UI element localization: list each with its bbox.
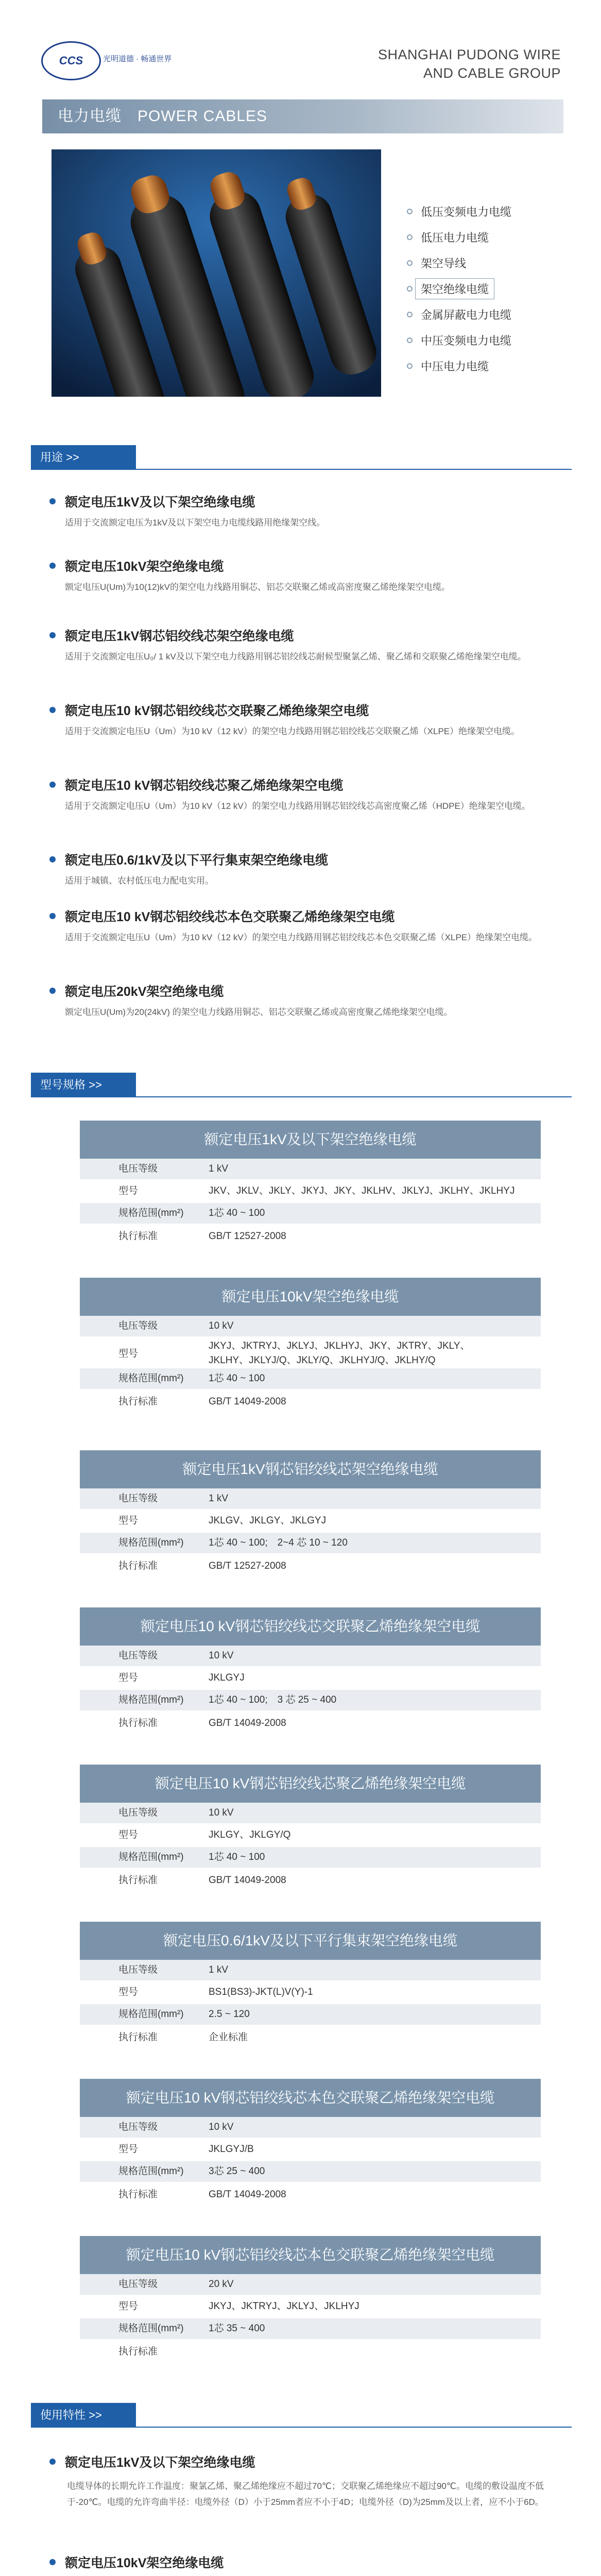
usage-item-title: 额定电压1kV及以下架空绝缘电缆	[65, 495, 255, 510]
spec-value: 10 kV	[209, 2122, 234, 2132]
usage-item	[49, 492, 570, 530]
bullet-dot-icon	[49, 782, 56, 788]
spec-table	[80, 2236, 541, 2365]
usage-item-desc: 适用于交流额定电压为1kV及以下架空电力电缆线路用绝缘架空线。	[65, 518, 325, 528]
spec-value	[198, 1337, 541, 1368]
spec-value: 20 kV	[209, 2279, 234, 2290]
spec-value-line: JKLHY、JKLYJ/Q、JKLY/Q、JKLHYJ/Q、JKLHY/Q	[209, 1354, 436, 1366]
spec-value: 企业标准	[209, 2032, 248, 2043]
logo-slogan: 光明道德 · 畅通世界	[103, 55, 172, 63]
spec-table	[80, 1607, 541, 1736]
spec-table-title: 额定电压10 kV钢芯铝绞线芯本色交联聚乙烯绝缘架空电缆	[80, 2079, 541, 2117]
spec-row-model	[80, 1336, 541, 1368]
spec-label: 执行标准	[118, 1875, 158, 1886]
spec-value: 1 kV	[209, 1163, 229, 1174]
spec-label: 规格范围(mm²)	[118, 2323, 184, 2334]
spec-label: 规格范围(mm²)	[118, 1537, 184, 1548]
bullet-dot-icon	[49, 632, 56, 638]
usage-item-title: 额定电压10kV架空绝缘电缆	[65, 560, 224, 574]
spec-table-title: 额定电压10kV架空绝缘电缆	[80, 1278, 541, 1316]
cable-illustration	[51, 149, 381, 397]
spec-row-standard	[80, 1224, 541, 1249]
spec-label: 执行标准	[118, 2189, 158, 2200]
bullet-circle-icon	[407, 312, 413, 317]
company-logo	[41, 41, 101, 80]
spec-table	[80, 1765, 541, 1893]
spec-value: GB/T 12527-2008	[209, 1231, 286, 1242]
spec-row-range	[80, 2318, 541, 2339]
usage-item	[49, 556, 570, 595]
spec-label: 规格范围(mm²)	[118, 1373, 184, 1384]
spec-label: 规格范围(mm²)	[118, 2166, 184, 2177]
spec-row-standard	[80, 2339, 541, 2365]
spec-value: 3芯 25 ~ 400	[209, 2166, 265, 2177]
spec-row-standard	[80, 1553, 541, 1579]
spec-value: JKV、JKLV、JKLY、JKYJ、JKY、JKLHV、JKLYJ、JKLHY、JKLHYJ	[209, 1185, 515, 1196]
feature-item-desc: 电缆导体的长期允许工作温度：聚氯乙烯、聚乙烯绝缘应不超过70℃；交联聚乙烯绝缘应不超过90℃。电缆的敷设温度不低于-20℃。电缆的允许弯曲半径：电缆外径（D）小于25mm者应不小于4D；电缆外径（D)为25mm及以上者，应不小于6D。	[67, 2481, 544, 2507]
usage-item	[49, 701, 570, 739]
spec-row-voltage	[80, 1159, 541, 1179]
spec-row-voltage	[80, 1316, 541, 1336]
usage-item-desc: 额定电压U(Um)为10(12)kV的架空电力线路用铜芯、铝芯交联聚乙烯或高密度聚乙烯绝缘架空电缆。	[65, 582, 451, 592]
spec-row-model	[80, 1509, 541, 1533]
menu-item-lv-power-cable[interactable]: 低压电力电缆	[407, 224, 561, 250]
section-divider	[31, 2427, 572, 2428]
spec-row-range	[80, 1203, 541, 1224]
spec-label: 电压等级	[118, 2279, 158, 2290]
spec-value: JKLGY、JKLGY/Q	[209, 1829, 291, 1840]
spec-value-line: JKYJ、JKTRYJ、JKLYJ、JKLHYJ、JKY、JKTRY、JKLY、	[209, 1340, 470, 1351]
spec-row-standard	[80, 1868, 541, 1893]
usage-item-title: 额定电压1kV钢芯铝绞线芯架空绝缘电缆	[65, 629, 294, 643]
company-name	[378, 45, 561, 82]
spec-table	[80, 1450, 541, 1579]
spec-label: 电压等级	[118, 1650, 158, 1661]
spec-row-voltage	[80, 2274, 541, 2295]
spec-label: 执行标准	[118, 1718, 158, 1728]
bullet-circle-icon	[407, 260, 413, 266]
spec-value: JKLGV、JKLGY、JKLGYJ	[209, 1515, 327, 1526]
spec-label: 型号	[118, 2301, 139, 2312]
category-title: 电力电缆 POWER CABLES	[58, 108, 268, 125]
usage-item-desc: 适用于交流额定电压U₀/ 1 kV及以下架空电力线路用钢芯铝绞线芯耐候型聚氯乙烯、聚乙烯和交联聚乙烯绝缘架空电缆。	[65, 652, 526, 662]
spec-table-title: 额定电压1kV钢芯铝绞线芯架空绝缘电缆	[80, 1450, 541, 1488]
spec-value: 2.5 ~ 120	[209, 2009, 250, 2020]
cable-product-image	[51, 149, 381, 397]
spec-table	[80, 1121, 541, 1249]
feature-item-title: 额定电压1kV及以下架空绝缘电缆	[65, 2455, 255, 2470]
spec-row-standard	[80, 2025, 541, 2050]
spec-row-model	[80, 2295, 541, 2318]
menu-item-mv-vfd-cable[interactable]: 中压变频电力电缆	[407, 327, 561, 353]
spec-label: 型号	[118, 1348, 139, 1359]
spec-value: 1 kV	[209, 1964, 229, 1975]
menu-item-overhead-conductor[interactable]: 架空导线	[407, 250, 561, 276]
spec-label: 执行标准	[118, 1231, 158, 1242]
usage-item-title: 额定电压10 kV钢芯铝绞线芯本色交联聚乙烯绝缘架空电缆	[65, 910, 395, 924]
bullet-dot-icon	[49, 2459, 56, 2465]
spec-row-standard	[80, 1710, 541, 1736]
spec-value: 10 kV	[209, 1650, 234, 1661]
bullet-circle-icon	[407, 363, 413, 369]
spec-value: BS1(BS3)-JKT(L)V(Y)-1	[209, 1987, 313, 1997]
spec-row-model	[80, 1179, 541, 1203]
spec-label: 执行标准	[118, 2032, 158, 2043]
menu-item-metal-shielded-cable[interactable]: 金属屏蔽电力电缆	[407, 301, 561, 327]
spec-label: 型号	[118, 1515, 139, 1526]
spec-row-voltage	[80, 1488, 541, 1509]
usage-item	[49, 626, 570, 664]
bullet-dot-icon	[49, 913, 56, 919]
spec-label: 型号	[118, 2144, 139, 2155]
usage-item	[49, 775, 570, 814]
spec-label: 电压等级	[118, 1493, 158, 1504]
spec-label: 规格范围(mm²)	[118, 1852, 184, 1862]
bullet-circle-icon	[407, 337, 413, 343]
spec-row-standard	[80, 2182, 541, 2208]
spec-label: 电压等级	[118, 1163, 158, 1174]
section-tab-models: 型号规格 >>	[31, 1073, 136, 1097]
spec-label: 规格范围(mm²)	[118, 2009, 184, 2020]
section-tab-usage: 用途 >>	[31, 445, 136, 470]
spec-row-voltage	[80, 2117, 541, 2138]
usage-item	[49, 850, 570, 888]
spec-value: 1芯 40 ~ 100; 3 芯 25 ~ 400	[209, 1694, 337, 1705]
usage-item	[49, 907, 570, 945]
spec-value: 10 kV	[209, 1807, 234, 1818]
bullet-circle-icon	[407, 286, 413, 292]
usage-item-desc: 适用于交流额定电压U（Um）为10 kV（12 kV）的架空电力线路用钢芯铝绞线芯交联聚乙烯（XLPE）绝缘架空电缆。	[65, 726, 520, 736]
spec-label: 执行标准	[118, 1561, 158, 1571]
company-name-line1: SHANGHAI PUDONG WIRE	[377, 47, 561, 62]
spec-label: 规格范围(mm²)	[118, 1208, 184, 1218]
spec-row-range	[80, 2004, 541, 2025]
usage-item-title: 额定电压0.6/1kV及以下平行集束架空绝缘电缆	[65, 853, 329, 868]
spec-table-title: 额定电压10 kV钢芯铝绞线芯聚乙烯绝缘架空电缆	[80, 1765, 541, 1803]
section-divider	[31, 469, 572, 470]
bullet-dot-icon	[49, 856, 56, 862]
feature-item	[49, 2553, 570, 2576]
bullet-circle-icon	[407, 209, 413, 214]
spec-table	[80, 1278, 541, 1415]
usage-item-desc: 适用于交流额定电压U（Um）为10 kV（12 kV）的架空电力线路用钢芯铝绞线芯高密度聚乙烯（HDPE）绝缘架空电缆。	[65, 801, 530, 811]
usage-item-title: 额定电压10 kV钢芯铝绞线芯交联聚乙烯绝缘架空电缆	[65, 704, 369, 718]
spec-row-model	[80, 2138, 541, 2161]
bullet-dot-icon	[49, 707, 56, 713]
spec-label: 电压等级	[118, 2122, 158, 2132]
menu-item-overhead-insulated-cable[interactable]: 架空绝缘电缆	[407, 276, 561, 301]
spec-table-title: 额定电压1kV及以下架空绝缘电缆	[80, 1121, 541, 1159]
spec-row-model	[80, 1823, 541, 1847]
usage-item-title: 额定电压10 kV钢芯铝绞线芯聚乙烯绝缘架空电缆	[65, 778, 344, 793]
category-title-band	[42, 99, 563, 133]
spec-table	[80, 2079, 541, 2208]
feature-item-title: 额定电压10kV架空绝缘电缆	[65, 2556, 224, 2570]
spec-label: 电压等级	[118, 1964, 158, 1975]
spec-row-range	[80, 2161, 541, 2182]
logo-text: CCS	[59, 54, 83, 67]
spec-value: 1芯 35 ~ 400	[209, 2323, 265, 2334]
bullet-dot-icon	[49, 2559, 56, 2565]
spec-value: 1芯 40 ~ 100	[209, 1373, 265, 1384]
spec-label: 执行标准	[118, 2346, 158, 2357]
spec-label: 规格范围(mm²)	[118, 1694, 184, 1705]
feature-item	[49, 2452, 570, 2510]
section-tab-features: 使用特性 >>	[31, 2403, 136, 2428]
spec-label: 电压等级	[118, 1320, 158, 1331]
spec-value: 1芯 40 ~ 100	[209, 1208, 265, 1218]
bullet-dot-icon	[49, 988, 56, 994]
spec-value: JKYJ、JKTRYJ、JKLYJ、JKLHYJ	[209, 2301, 359, 2312]
spec-label: 型号	[118, 1672, 139, 1683]
spec-row-model	[80, 1980, 541, 2004]
spec-label: 电压等级	[118, 1807, 158, 1818]
spec-table-title: 额定电压10 kV钢芯铝绞线芯本色交联聚乙烯绝缘架空电缆	[80, 2236, 541, 2274]
usage-item-desc: 适用于城镇、农村低压电力配电实用。	[65, 876, 214, 886]
spec-value: 1芯 40 ~ 100	[209, 1852, 265, 1862]
spec-row-voltage	[80, 1960, 541, 1980]
spec-value: JKLGYJ/B	[209, 2144, 254, 2155]
spec-row-range	[80, 1368, 541, 1389]
spec-row-standard	[80, 1389, 541, 1415]
spec-label: 型号	[118, 1185, 139, 1196]
spec-row-voltage	[80, 1803, 541, 1823]
spec-value: GB/T 14049-2008	[209, 1396, 286, 1407]
usage-item	[49, 981, 570, 1020]
spec-label: 型号	[118, 1829, 139, 1840]
spec-value: 1芯 40 ~ 100; 2~4 芯 10 ~ 120	[209, 1537, 348, 1548]
usage-item-title: 额定电压20kV架空绝缘电缆	[65, 985, 224, 999]
spec-row-range	[80, 1690, 541, 1710]
spec-value: GB/T 14049-2008	[209, 1875, 286, 1886]
section-divider	[31, 1096, 572, 1097]
product-category-menu	[407, 198, 561, 379]
bullet-circle-icon	[407, 234, 413, 240]
spec-row-model	[80, 1666, 541, 1690]
spec-row-range	[80, 1847, 541, 1868]
bullet-dot-icon	[49, 498, 56, 504]
usage-item-desc: 额定电压U(Um)为20(24kV) 的架空电力线路用铜芯、铝芯交联聚乙烯或高密度聚乙烯绝缘架空电缆。	[65, 1007, 453, 1017]
spec-value: GB/T 14049-2008	[209, 2189, 286, 2200]
bullet-dot-icon	[49, 563, 56, 569]
spec-row-range	[80, 1533, 541, 1553]
spec-table	[80, 1922, 541, 2050]
spec-label: 执行标准	[118, 1396, 158, 1407]
spec-value: 1 kV	[209, 1493, 229, 1504]
usage-item-desc: 适用于交流额定电压U（Um）为10 kV（12 kV）的架空电力线路用钢芯铝绞线芯本色交联聚乙烯（XLPE）绝缘架空电缆。	[65, 933, 538, 942]
spec-label: 型号	[118, 1987, 139, 1997]
spec-row-voltage	[80, 1646, 541, 1666]
spec-value: JKLGYJ	[209, 1672, 245, 1683]
spec-table-title: 额定电压10 kV钢芯铝绞线芯交联聚乙烯绝缘架空电缆	[80, 1607, 541, 1646]
menu-item-lv-vfd-cable[interactable]: 低压变频电力电缆	[407, 198, 561, 224]
page-header	[0, 0, 601, 90]
spec-value: GB/T 12527-2008	[209, 1561, 286, 1571]
menu-item-mv-power-cable[interactable]: 中压电力电缆	[407, 353, 561, 379]
spec-value: GB/T 14049-2008	[209, 1718, 286, 1728]
spec-value: 10 kV	[209, 1320, 234, 1331]
spec-table-title: 额定电压0.6/1kV及以下平行集束架空绝缘电缆	[80, 1922, 541, 1960]
company-name-line2: AND CABLE GROUP	[423, 65, 561, 81]
